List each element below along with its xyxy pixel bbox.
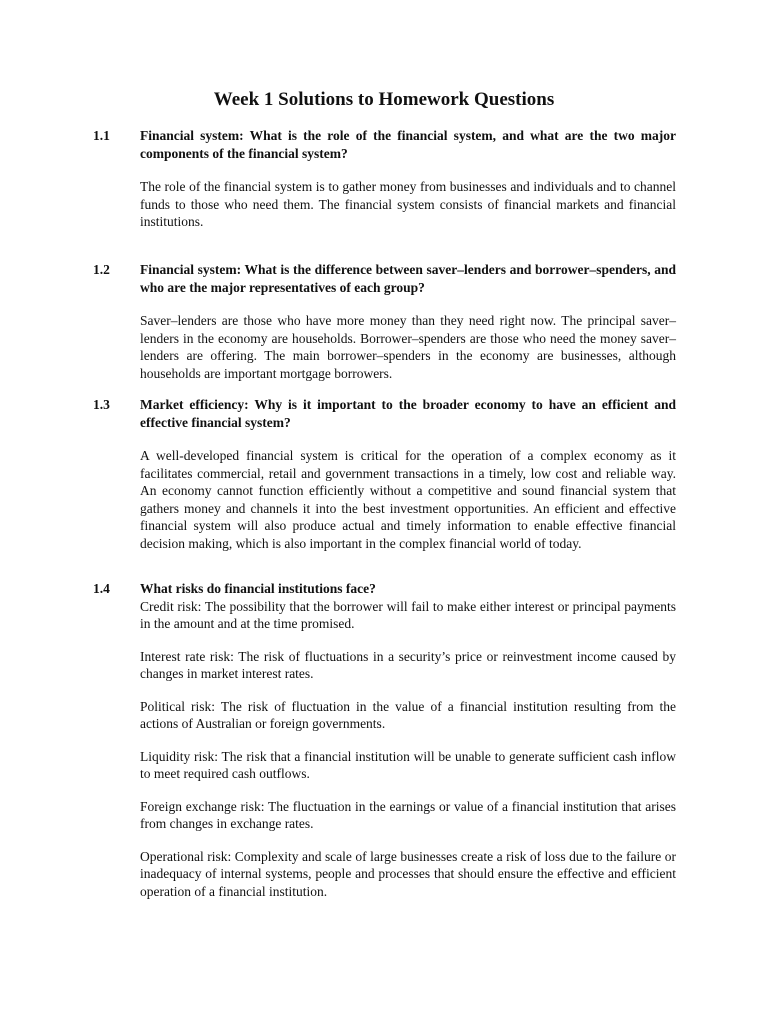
question-number: 1.3: [93, 397, 110, 412]
question-number: 1.1: [93, 128, 110, 143]
risk-political: Political risk: The risk of fluctuation in the value of a financial institution resulting from the actions of Australian or foreign governments.: [140, 698, 676, 731]
question-text: What risks do financial institutions face?: [140, 581, 376, 596]
answer-paragraph: The role of the financial system is to gather money from businesses and individuals and to channel funds to those who need them. The financial system consists of financial markets and financial institutions.: [140, 179, 676, 229]
question-1-3: [93, 396, 676, 552]
answer-paragraph: Saver–lenders are those who have more money than they need right now. The principal saver–lenders in the economy are households. Borrower–spenders are those who need the money saver–lenders are offering. The main borrower–spenders in the economy are businesses, although households are important mortgage borrowers.: [140, 313, 676, 381]
question-number: 1.4: [93, 581, 110, 596]
risk-operational: Operational risk: Complexity and scale of large businesses create a risk of loss due to the failure or inadequacy of internal systems, people and processes that should ensure the effective and efficient operation of a financial institution.: [140, 848, 676, 899]
question-1-1: [93, 127, 676, 231]
risk-liquidity: Liquidity risk: The risk that a financial institution will be unable to generate sufficient cash inflow to meet required cash outflows.: [140, 748, 676, 781]
question-text: Market efficiency: Why is it important to the broader economy to have an efficient and effective financial system?: [140, 397, 676, 430]
risk-credit: Credit risk: The possibility that the borrower will fail to make either interest or principal payments in the amount and at the time promised.: [140, 598, 676, 631]
question-text: Financial system: What is the role of the financial system, and what are the two major components of the financial system?: [140, 128, 676, 161]
question-text: Financial system: What is the difference between saver–lenders and borrower–spenders, and who are the major representatives of each group?: [140, 262, 676, 295]
question-1-4: [93, 580, 676, 900]
risk-interest-rate: Interest rate risk: The risk of fluctuations in a security’s price or reinvestment income caused by changes in market interest rates.: [140, 648, 676, 681]
answer-paragraph: A well-developed financial system is critical for the operation of a complex economy as it facilitates commercial, retail and government transactions in a timely, low cost and reliable way. An economy cannot function efficiently without a competitive and sound financial system that gathers money and channels it into the best investment opportunities. An efficient and effective financial system will also produce actual and timely information to enable effective financial decision making, which is also important in the complex financial world of today.: [140, 448, 676, 551]
question-number: 1.2: [93, 262, 110, 277]
page-title: Week 1 Solutions to Homework Questions: [213, 89, 555, 110]
risk-foreign-exchange: Foreign exchange risk: The fluctuation in the earnings or value of a financial institution that arises from changes in exchange rates.: [140, 798, 676, 831]
question-1-2: [93, 261, 676, 382]
